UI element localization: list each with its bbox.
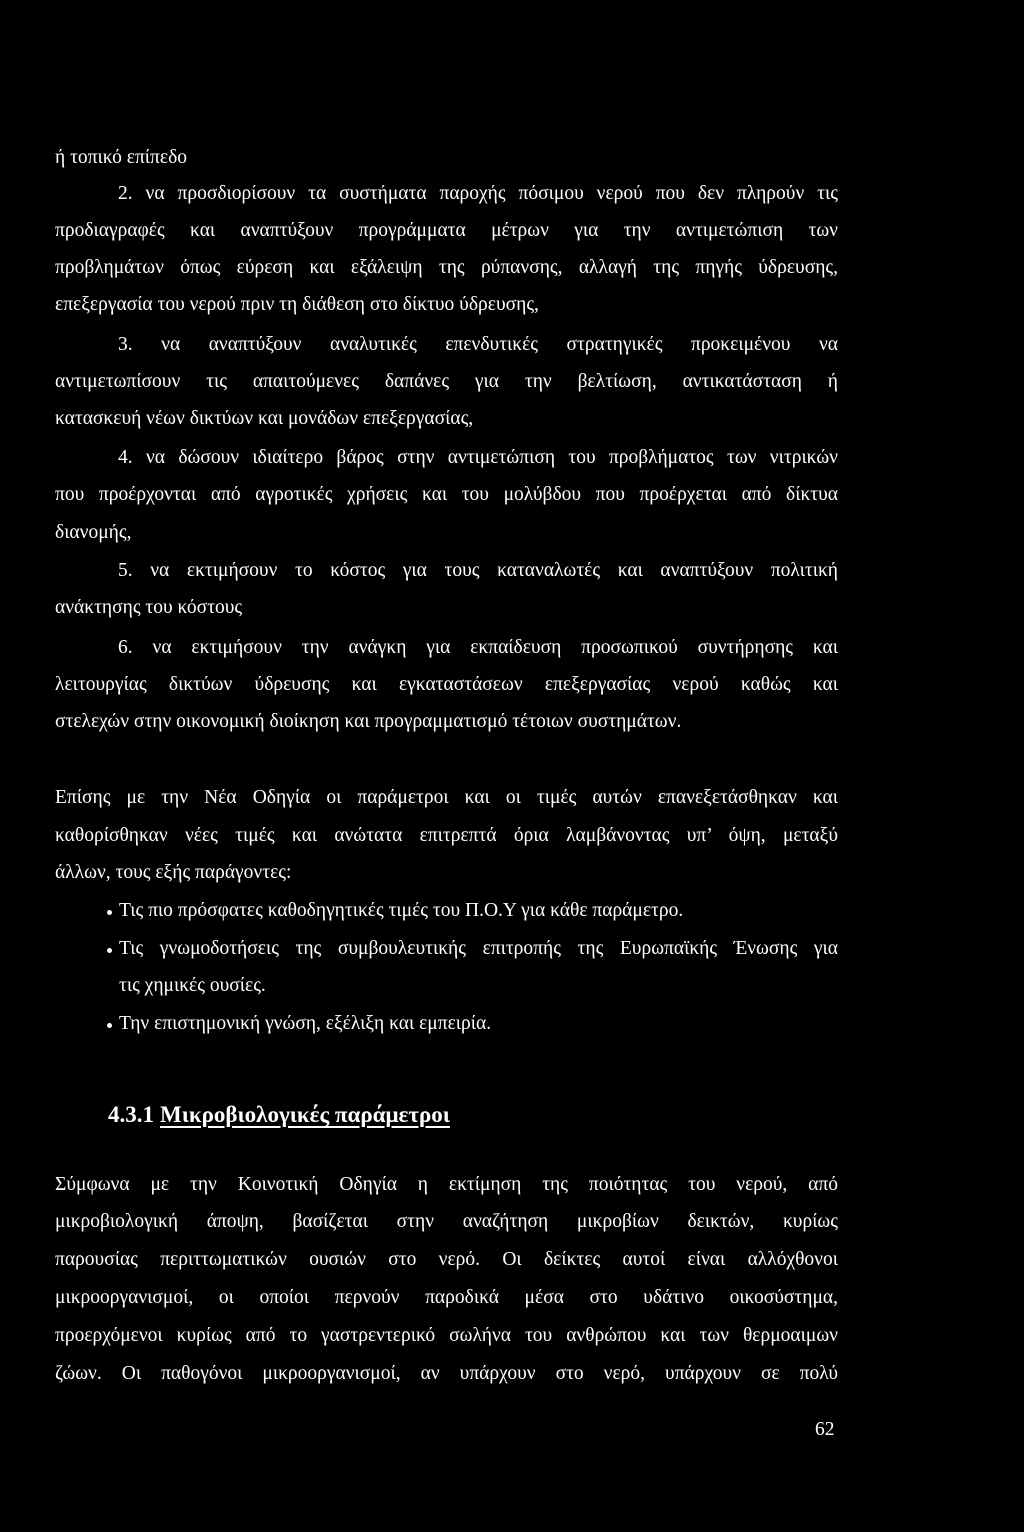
- text-line: διανομής,: [55, 522, 132, 543]
- text-line: μικροοργανισμοί, οι οποίοι περνούν παροδικά μέσα στο υδάτινο οικοσύστημα,: [55, 1287, 838, 1308]
- text-line: προβλημάτων όπως εύρεση και εξάλειψη της ρύπανσης, αλλαγή της πηγής ύδρευσης,: [55, 257, 838, 278]
- text-line: 4. να δώσουν ιδιαίτερο βάρος στην αντιμετώπιση του προβλήματος των νιτρικών: [118, 447, 838, 468]
- text-line: παρουσίας περιττωματικών ουσιών στο νερό. Οι δείκτες αυτοί είναι αλλόχθονοι: [55, 1249, 838, 1270]
- text-line: 6. να εκτιμήσουν την ανάγκη για εκπαίδευση προσωπικού συντήρησης και: [118, 637, 838, 658]
- bullet-icon: [107, 948, 112, 953]
- section-number: 4.3.1: [108, 1102, 154, 1127]
- text-line: στελεχών στην οικονομική διοίκηση και προγραμματισμό τέτοιων συστημάτων.: [55, 711, 682, 732]
- text-line: κατασκευή νέων δικτύων και μονάδων επεξεργασίας,: [55, 408, 474, 429]
- page-number: 62: [815, 1419, 835, 1440]
- text-line: προδιαγραφές και αναπτύξουν προγράμματα μέτρων για την αντιμετώπιση των: [55, 220, 838, 241]
- text-line: μικροβιολογική άποψη, βασίζεται στην αναζήτηση μικροβίων δεικτών, κυρίως: [55, 1211, 838, 1232]
- text-line: 2. να προσδιορίσουν τα συστήματα παροχής πόσιμου νερού που δεν πληρούν τις: [118, 183, 838, 204]
- section-heading: [108, 1101, 450, 1129]
- text-line: λειτουργίας δικτύων ύδρευσης και εγκαταστάσεων επεξεργασίας νερού καθώς και: [55, 674, 838, 695]
- bullet-icon: [107, 910, 112, 915]
- bullet-icon: [107, 1023, 112, 1028]
- text-line: Επίσης με την Νέα Οδηγία οι παράμετροι και οι τιμές αυτών επανεξετάσθηκαν και: [55, 787, 838, 808]
- text-line: άλλων, τους εξής παράγοντες:: [55, 862, 292, 883]
- intro-fragment: ή τοπικό επίπεδο: [55, 147, 188, 168]
- text-line: 5. να εκτιμήσουν το κόστος για τους καταναλωτές και αναπτύξουν πολιτική: [118, 560, 838, 581]
- text-line: αντιμετωπίσουν τις απαιτούμενες δαπάνες για την βελτίωση, αντικατάσταση ή: [55, 371, 838, 392]
- text-line: προερχόμενοι κυρίως από το γαστρεντερικό σωλήνα του ανθρώπου και των θερμοαιμων: [55, 1325, 838, 1346]
- text-line: Τις πιο πρόσφατες καθοδηγητικές τιμές του Π.Ο.Υ για κάθε παράμετρο.: [119, 900, 684, 921]
- text-line: Τις γνωμοδοτήσεις της συμβουλευτικής επιτροπής της Ευρωπαϊκής Ένωσης για: [119, 938, 838, 959]
- text-line: 3. να αναπτύξουν αναλυτικές επενδυτικές στρατηγικές προκειμένου να: [118, 334, 838, 355]
- text-line: ανάκτησης του κόστους: [55, 597, 243, 618]
- text-line: τις χημικές ουσίες.: [119, 975, 266, 996]
- section-title: Μικροβιολογικές παράμετροι: [160, 1102, 450, 1127]
- text-line: που προέρχονται από αγροτικές χρήσεις και του μολύβδου που προέρχεται από δίκτυα: [55, 484, 838, 505]
- text-line: ζώων. Οι παθογόνοι μικροοργανισμοί, αν υπάρχουν στο νερό, υπάρχουν σε πολύ: [55, 1363, 838, 1384]
- text-line: επεξεργασία του νερού πριν τη διάθεση στο δίκτυο ύδρευσης,: [55, 294, 539, 315]
- text-line: Σύμφωνα με την Κοινοτική Οδηγία η εκτίμηση της ποιότητας του νερού, από: [55, 1174, 838, 1195]
- text-line: Την επιστημονική γνώση, εξέλιξη και εμπειρία.: [119, 1013, 492, 1034]
- text-line: καθορίσθηκαν νέες τιμές και ανώτατα επιτρεπτά όρια λαμβάνοντας υπ’ όψη, μεταξύ: [55, 825, 838, 846]
